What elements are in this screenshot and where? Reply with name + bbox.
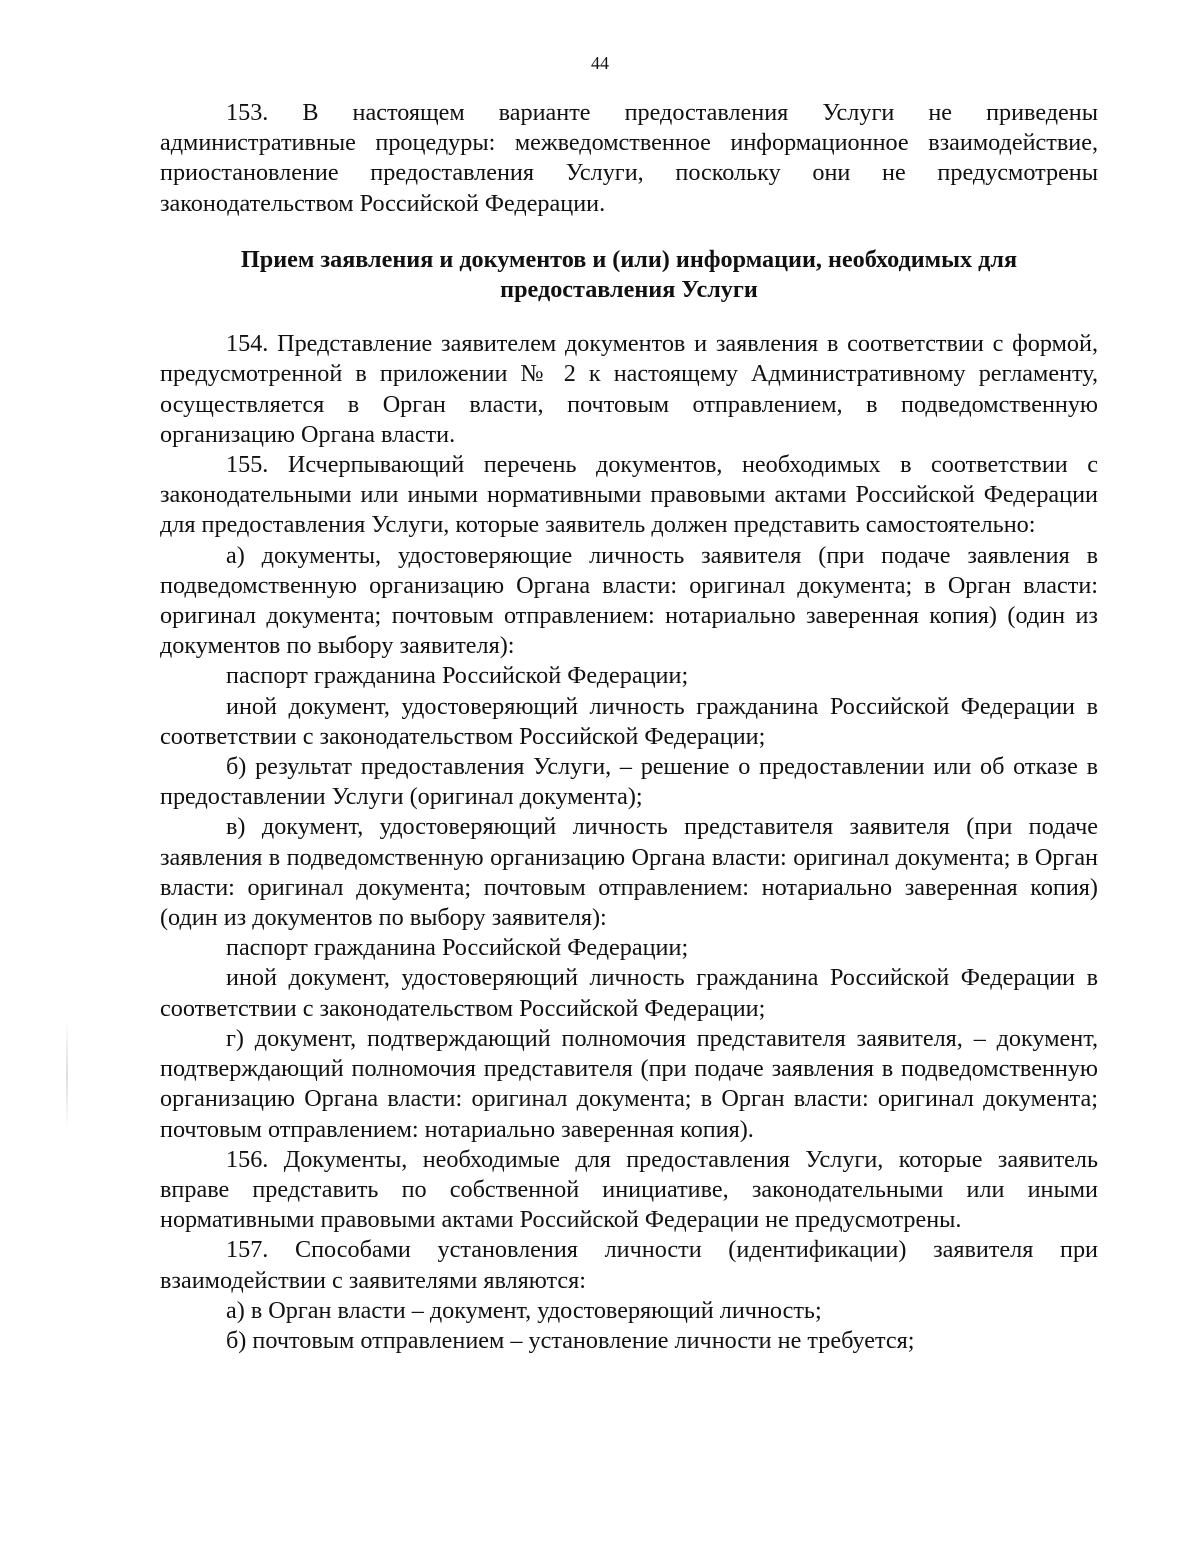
paragraph-155-a: а) документы, удостоверяющие личность заявителя (при подаче заявления в подведомственную организацию Органа власти: оригинал документа; в Орган власти: оригинал документа; почтовым отправлением: нотариально заверенная копия) (один из документов по выбору заявителя): (160, 541, 1098, 660)
list-item-passport: паспорт гражданина Российской Федерации; (226, 662, 689, 690)
page-number: 44 (591, 53, 609, 73)
document-body (160, 98, 1098, 1356)
list-item-other-document: иной документ, удостоверяющий личность гражданина Российской Федерации в соответствии с законодательством Российской Федерации; (160, 692, 1098, 750)
section-heading: Прием заявления и документов и (или) информации, необходимых для предоставления Услуги (240, 245, 1018, 304)
paragraph-153: 153. В настоящем варианте предоставления Услуги не приведены административные процедуры: межведомственное информационное взаимодействие, приостановление предоставления Услуги, поскольку они не предусмотрены законодательством Российской Федерации. (160, 99, 1098, 217)
list-item-passport-representative: паспорт гражданина Российской Федерации; (226, 934, 689, 962)
paragraph-155-g: г) документ, подтверждающий полномочия представителя заявителя, – документ, подтверждающий полномочия представителя (при подаче заявления в подведомственную организацию Органа власти: оригинал документа; в Орган власти: оригинал документа; почтовым отправлением: нотариально заверенная копия). (160, 1024, 1098, 1143)
scan-artifact (66, 1020, 68, 1130)
paragraph-156: 156. Документы, необходимые для предоставления Услуги, которые заявитель вправе представить по собственной инициативе, законодательными или иными нормативными правовыми актами Российской Федерации не предусмотрены. (160, 1145, 1098, 1234)
paragraph-155-v: в) документ, удостоверяющий личность представителя заявителя (при подаче заявления в подведомственную организацию Органа власти: оригинал документа; в Орган власти: оригинал документа; почтовым отправлением: нотариально заверенная копия) (один из документов по выбору заявителя): (160, 813, 1098, 932)
paragraph-157-b: б) почтовым отправлением – установление личности не требуется; (226, 1326, 915, 1354)
paragraph-154: 154. Представление заявителем документов и заявления в соответствии с формой, предусмотренной в приложении № 2 к настоящему Административному регламенту, осуществляется в Орган власти, почтовым отправлением, в подведомственную организацию Органа власти. (160, 330, 1098, 448)
paragraph-157-a: а) в Орган власти – документ, удостоверяющий личность; (226, 1296, 822, 1324)
paragraph-157: 157. Способами установления личности (идентификации) заявителя при взаимодействии с заявителями являются: (160, 1236, 1098, 1294)
list-item-other-document-representative: иной документ, удостоверяющий личность гражданина Российской Федерации в соответствии с законодательством Российской Федерации; (160, 964, 1098, 1022)
paragraph-155-b: б) результат предоставления Услуги, – решение о предоставлении или об отказе в предоставлении Услуги (оригинал документа); (160, 753, 1098, 811)
paragraph-155: 155. Исчерпывающий перечень документов, необходимых в соответствии с законодательными или иными нормативными правовыми актами Российской Федерации для предоставления Услуги, которые заявитель должен представить самостоятельно: (160, 451, 1098, 539)
